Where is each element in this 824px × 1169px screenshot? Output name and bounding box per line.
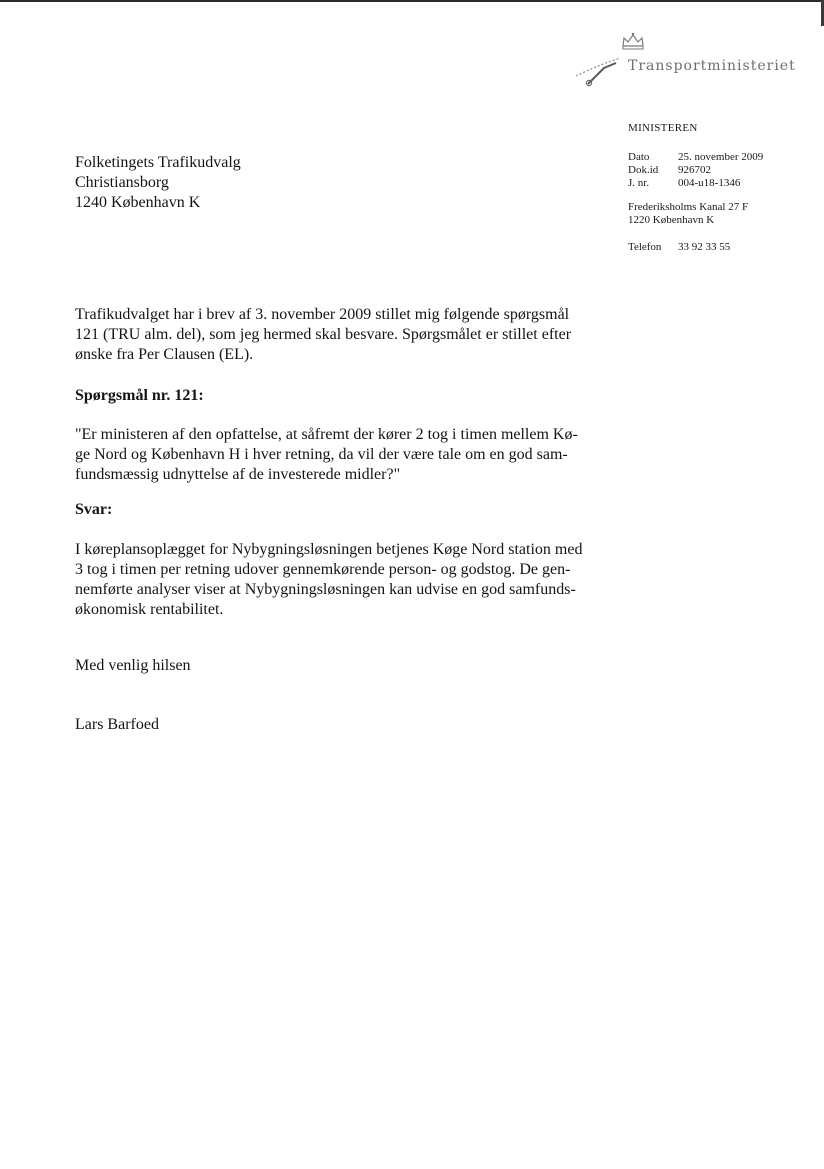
address-line: 1220 København K [628, 214, 715, 226]
meta-label: Dok.id [628, 164, 659, 176]
signature-name: Lars Barfoed [75, 716, 159, 733]
question-heading: Spørgsmål nr. 121: [75, 387, 204, 404]
phone-row [628, 241, 730, 254]
text-line: fundsmæssig udnyttelse af de investerede midler?" [75, 466, 401, 483]
document-meta [628, 151, 763, 190]
meta-value: 004-u18-1346 [678, 177, 741, 189]
ministry-name: Transportministeriet [628, 58, 796, 74]
answer-heading: Svar: [75, 501, 113, 518]
ministry-logo [574, 32, 794, 98]
ministry-address [628, 201, 748, 227]
question-text [75, 425, 595, 485]
text-line: nemførte analyser viser at Nybygningsløsningen kan udvise en god samfunds- [75, 581, 576, 598]
recipient-line: 1240 København K [75, 194, 201, 211]
meta-value: 926702 [678, 164, 711, 176]
text-line: I køreplansoplægget for Nybygningsløsningen betjenes Køge Nord station med [75, 541, 583, 558]
phone-value: 33 92 33 55 [678, 241, 731, 253]
office-label: MINISTEREN [628, 122, 698, 134]
phone-label: Telefon [628, 241, 662, 253]
meta-value: 25. november 2009 [678, 151, 764, 163]
meta-label: Dato [628, 151, 650, 163]
text-line: 3 tog i timen per retning udover gennemkørende person- og godstog. De gen- [75, 561, 571, 578]
meta-label: J. nr. [628, 177, 650, 189]
meta-row-doc-id [628, 164, 763, 177]
meta-row-date [628, 151, 763, 164]
closing-salutation: Med venlig hilsen [75, 657, 191, 674]
intro-paragraph [75, 305, 595, 365]
recipient-line: Folketingets Trafikudvalg [75, 154, 241, 171]
text-line: 121 (TRU alm. del), som jeg hermed skal besvare. Spørgsmålet er stillet efter [75, 326, 572, 343]
text-line: økonomisk rentabilitet. [75, 601, 224, 618]
swoosh-emblem-icon [574, 54, 626, 88]
meta-row-case-number [628, 177, 763, 190]
answer-text [75, 540, 595, 620]
text-line: ge Nord og København H i hver retning, da vil der være tale om en god sam- [75, 446, 568, 463]
scan-edge-top [0, 0, 824, 2]
crown-icon [620, 32, 646, 50]
text-line: Trafikudvalget har i brev af 3. november 2009 stillet mig følgende spørgsmål [75, 306, 570, 323]
recipient-address [75, 153, 241, 213]
text-line: ønske fra Per Clausen (EL). [75, 346, 254, 363]
recipient-line: Christiansborg [75, 174, 169, 191]
text-line: "Er ministeren af den opfattelse, at såfremt der kører 2 tog i timen mellem Kø- [75, 426, 578, 443]
address-line: Frederiksholms Kanal 27 F [628, 201, 749, 213]
